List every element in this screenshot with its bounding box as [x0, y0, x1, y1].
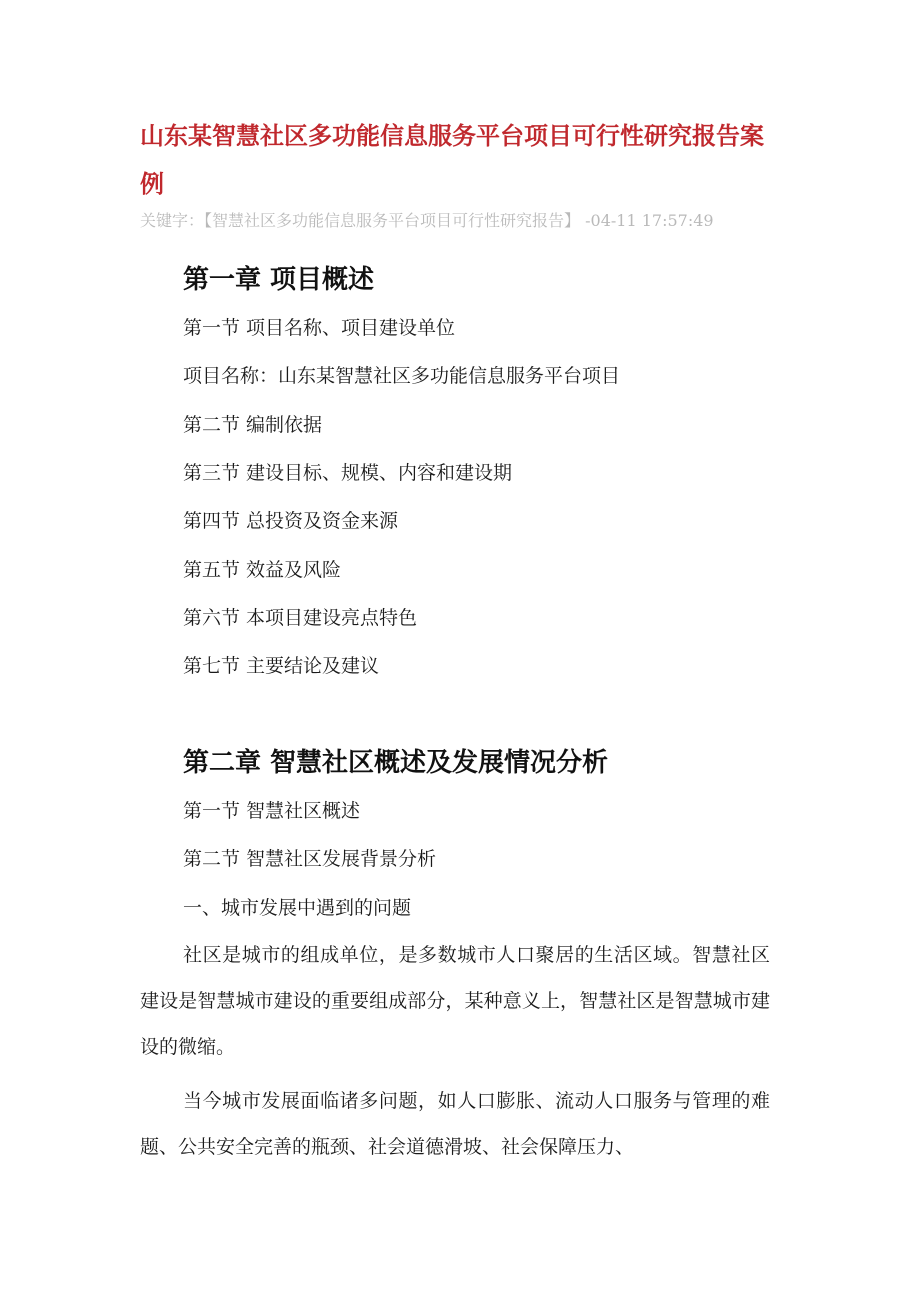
body-paragraph: 当今城市发展面临诸多问题，如人口膨胀、流动人口服务与管理的难题、公共安全完善的瓶颈、社会道德滑坡、社会保障压力、 — [140, 1090, 770, 1158]
chapter-1-line: 第五节 效益及风险 — [183, 559, 342, 581]
chapter-1-line: 项目名称：山东某智慧社区多功能信息服务平台项目 — [183, 365, 621, 387]
chapter-2-line: 第一节 智慧社区概述 — [183, 800, 361, 822]
chapter-1-line: 第六节 本项目建设亮点特色 — [183, 607, 418, 629]
keyword-prefix: 关键字： — [140, 211, 205, 230]
chapter-1-line: 第四节 总投资及资金来源 — [183, 510, 399, 532]
chapter-1-line: 第一节 项目名称、项目建设单位 — [183, 317, 456, 339]
chapter-2-line: 第二节 智慧社区发展背景分析 — [183, 848, 437, 870]
chapter-1-heading: 第一章 项目概述 — [183, 265, 375, 295]
body-paragraph: 社区是城市的组成单位，是多数城市人口聚居的生活区域。智慧社区建设是智慧城市建设的重要组成部分，某种意义上，智慧社区是智慧城市建设的微缩。 — [140, 944, 770, 1058]
document-title: 山东某智慧社区多功能信息服务平台项目可行性研究报告案例 — [140, 122, 764, 198]
chapter-1-line: 第三节 建设目标、规模、内容和建设期 — [183, 462, 513, 484]
document-meta — [140, 209, 740, 233]
chapter-2-line: 一、城市发展中遇到的问题 — [183, 897, 412, 919]
chapter-1-line: 第七节 主要结论及建议 — [183, 655, 380, 677]
chapter-1-line: 第二节 编制依据 — [183, 414, 323, 436]
keyword-link[interactable]: 【智慧社区多功能信息服务平台项目可行性研究报告】 — [204, 211, 581, 230]
chapter-2-heading: 第二章 智慧社区概述及发展情况分析 — [183, 748, 609, 778]
publish-date: -04-11 17:57:49 — [580, 211, 714, 230]
